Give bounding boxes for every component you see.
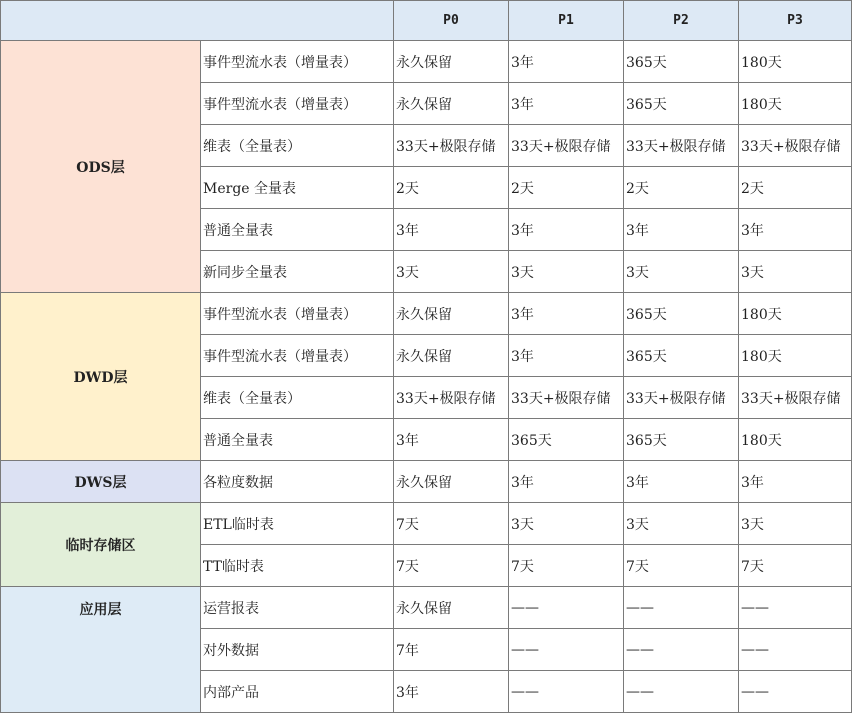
- table-type-cell: 普通全量表: [201, 209, 394, 251]
- table-type-cell: 对外数据: [201, 629, 394, 671]
- retention-cell-p2: 365天: [624, 293, 739, 335]
- retention-cell-p1: 3年: [509, 209, 624, 251]
- retention-cell-p1: ——: [509, 587, 624, 629]
- retention-cell-p0: 3天: [394, 251, 509, 293]
- table-type-cell: Merge 全量表: [201, 167, 394, 209]
- retention-cell-p1: 7天: [509, 545, 624, 587]
- table-row: [1, 293, 852, 335]
- layer-cell-dwd: DWD层: [1, 293, 201, 461]
- column-header-p3: P3: [739, 1, 852, 41]
- retention-cell-p2: ——: [624, 587, 739, 629]
- table-type-cell: 维表（全量表）: [201, 377, 394, 419]
- retention-cell-p2: 365天: [624, 41, 739, 83]
- retention-cell-p3: ——: [739, 629, 852, 671]
- retention-cell-p0: 永久保留: [394, 587, 509, 629]
- retention-cell-p3: 180天: [739, 41, 852, 83]
- retention-cell-p0: 3年: [394, 209, 509, 251]
- retention-cell-p2: 3年: [624, 209, 739, 251]
- layer-cell-application: 应用层: [1, 587, 201, 713]
- table-type-cell: 维表（全量表）: [201, 125, 394, 167]
- table-row: [1, 461, 852, 503]
- retention-cell-p0: 3年: [394, 419, 509, 461]
- retention-cell-p0: 7天: [394, 545, 509, 587]
- retention-cell-p2: 2天: [624, 167, 739, 209]
- retention-cell-p0: 33天+极限存储: [394, 377, 509, 419]
- retention-cell-p1: 2天: [509, 167, 624, 209]
- retention-cell-p1: 3年: [509, 293, 624, 335]
- retention-cell-p0: 永久保留: [394, 41, 509, 83]
- layer-cell-temp-storage: 临时存储区: [1, 503, 201, 587]
- retention-cell-p2: 365天: [624, 83, 739, 125]
- table-type-cell: 普通全量表: [201, 419, 394, 461]
- retention-cell-p1: 3年: [509, 41, 624, 83]
- retention-cell-p3: 180天: [739, 293, 852, 335]
- table-type-cell: 事件型流水表（增量表）: [201, 41, 394, 83]
- retention-cell-p0: 永久保留: [394, 293, 509, 335]
- layer-cell-dws: DWS层: [1, 461, 201, 503]
- table-row: [1, 41, 852, 83]
- retention-cell-p3: 180天: [739, 419, 852, 461]
- retention-cell-p2: ——: [624, 671, 739, 713]
- retention-cell-p3: 33天+极限存储: [739, 125, 852, 167]
- retention-cell-p1: 33天+极限存储: [509, 125, 624, 167]
- retention-cell-p2: 7天: [624, 545, 739, 587]
- table-type-cell: 内部产品: [201, 671, 394, 713]
- retention-cell-p1: 3年: [509, 83, 624, 125]
- retention-cell-p1: 3天: [509, 251, 624, 293]
- column-header-p0: P0: [394, 1, 509, 41]
- retention-cell-p0: 永久保留: [394, 335, 509, 377]
- retention-cell-p2: 3天: [624, 251, 739, 293]
- retention-cell-p2: ——: [624, 629, 739, 671]
- retention-cell-p0: 33天+极限存储: [394, 125, 509, 167]
- retention-cell-p3: 33天+极限存储: [739, 377, 852, 419]
- table-type-cell: 事件型流水表（增量表）: [201, 83, 394, 125]
- retention-cell-p1: 3年: [509, 335, 624, 377]
- retention-cell-p3: ——: [739, 671, 852, 713]
- retention-cell-p0: 2天: [394, 167, 509, 209]
- retention-cell-p3: ——: [739, 587, 852, 629]
- retention-cell-p1: 365天: [509, 419, 624, 461]
- table-type-cell: 事件型流水表（增量表）: [201, 335, 394, 377]
- retention-cell-p3: 3年: [739, 209, 852, 251]
- header-corner-cell: [1, 1, 394, 41]
- table-type-cell: ETL临时表: [201, 503, 394, 545]
- retention-cell-p0: 7天: [394, 503, 509, 545]
- retention-cell-p2: 3天: [624, 503, 739, 545]
- table-type-cell: 事件型流水表（增量表）: [201, 293, 394, 335]
- retention-cell-p2: 33天+极限存储: [624, 377, 739, 419]
- column-header-p1: P1: [509, 1, 624, 41]
- table-row: [1, 587, 852, 629]
- retention-cell-p3: 180天: [739, 335, 852, 377]
- retention-cell-p2: 33天+极限存储: [624, 125, 739, 167]
- retention-cell-p1: 33天+极限存储: [509, 377, 624, 419]
- retention-cell-p0: 3年: [394, 671, 509, 713]
- retention-cell-p0: 永久保留: [394, 83, 509, 125]
- retention-cell-p1: ——: [509, 629, 624, 671]
- retention-cell-p2: 365天: [624, 419, 739, 461]
- retention-cell-p3: 3天: [739, 503, 852, 545]
- table-row: [1, 503, 852, 545]
- retention-cell-p3: 180天: [739, 83, 852, 125]
- retention-cell-p2: 365天: [624, 335, 739, 377]
- retention-cell-p0: 永久保留: [394, 461, 509, 503]
- table-type-cell: TT临时表: [201, 545, 394, 587]
- table-type-cell: 运营报表: [201, 587, 394, 629]
- retention-cell-p1: 3年: [509, 461, 624, 503]
- table-type-cell: 新同步全量表: [201, 251, 394, 293]
- retention-cell-p3: 3天: [739, 251, 852, 293]
- retention-cell-p1: 3天: [509, 503, 624, 545]
- column-header-p2: P2: [624, 1, 739, 41]
- header-row: [1, 1, 852, 41]
- retention-cell-p1: ——: [509, 671, 624, 713]
- retention-cell-p3: 7天: [739, 545, 852, 587]
- retention-cell-p0: 7年: [394, 629, 509, 671]
- retention-cell-p3: 2天: [739, 167, 852, 209]
- retention-cell-p3: 3年: [739, 461, 852, 503]
- retention-cell-p2: 3年: [624, 461, 739, 503]
- layer-cell-ods: ODS层: [1, 41, 201, 293]
- table-type-cell: 各粒度数据: [201, 461, 394, 503]
